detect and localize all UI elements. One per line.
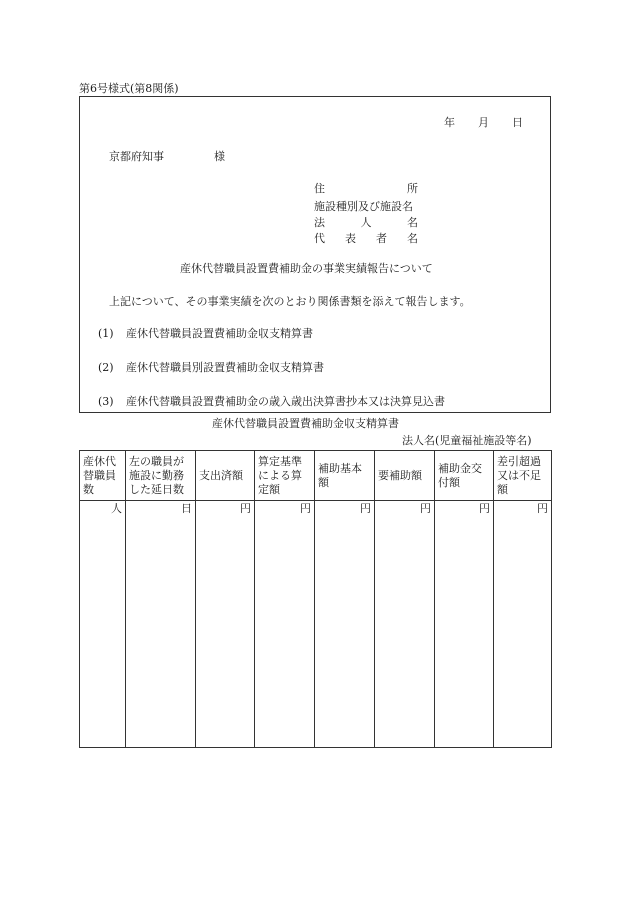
sender-address-label: 住 所 xyxy=(314,182,418,195)
header-total-work-days: 左の職員が施設に勤務した延日数 xyxy=(126,451,196,501)
attachment-number: (3) xyxy=(98,395,114,408)
unit-yen: 円 xyxy=(255,501,315,748)
honorific: 様 xyxy=(214,150,225,163)
header-required-subsidy: 要補助額 xyxy=(375,451,435,501)
header-granted-subsidy: 補助金交付額 xyxy=(435,451,494,501)
unit-days: 日 xyxy=(126,501,196,748)
attachment-number: (2) xyxy=(98,361,114,374)
header-expenditure: 支出済額 xyxy=(196,451,255,501)
addressee: 京都府知事 xyxy=(109,150,164,163)
sender-corporation-label: 法 人 名 xyxy=(314,216,418,229)
unit-yen: 円 xyxy=(494,501,552,748)
report-body: 上記について、その事業実績を次のとおり関係書類を添えて報告します。 xyxy=(109,295,471,308)
attachment-item: 産休代替職員設置費補助金収支精算書 xyxy=(126,327,313,340)
unit-yen: 円 xyxy=(196,501,255,748)
report-box xyxy=(79,96,551,413)
date-month: 月 xyxy=(478,116,489,129)
attachment-item: 産休代替職員設置費補助金の歳入歳出決算書抄本又は決算見込書 xyxy=(126,395,445,408)
header-substitute-staff-count: 産休代替職員数 xyxy=(80,451,126,501)
report-title: 産休代替職員設置費補助金の事業実績報告について xyxy=(180,262,433,275)
unit-yen: 円 xyxy=(435,501,494,748)
header-difference: 差引超過又は不足額 xyxy=(494,451,552,501)
table-header-row xyxy=(80,451,552,501)
corporation-name-label: 法人名(児童福祉施設等名) xyxy=(402,434,532,447)
sender-representative-label: 代 表 者 名 xyxy=(314,232,418,245)
unit-yen: 円 xyxy=(375,501,435,748)
statement-title: 産休代替職員設置費補助金収支精算書 xyxy=(212,417,399,430)
header-calculated-amount: 算定基準による算定額 xyxy=(255,451,315,501)
form-number: 第6号様式(第8関係) xyxy=(79,82,179,95)
attachment-item: 産休代替職員別設置費補助金収支精算書 xyxy=(126,361,324,374)
unit-yen: 円 xyxy=(315,501,375,748)
unit-people: 人 xyxy=(80,501,126,748)
attachment-number: (1) xyxy=(98,327,114,340)
statement-table xyxy=(79,450,552,748)
table-row xyxy=(80,501,552,748)
date-year: 年 xyxy=(444,116,455,129)
header-base-subsidy: 補助基本額 xyxy=(315,451,375,501)
date-day: 日 xyxy=(512,116,523,129)
sender-facility-label: 施設種別及び施設名 xyxy=(314,200,413,213)
